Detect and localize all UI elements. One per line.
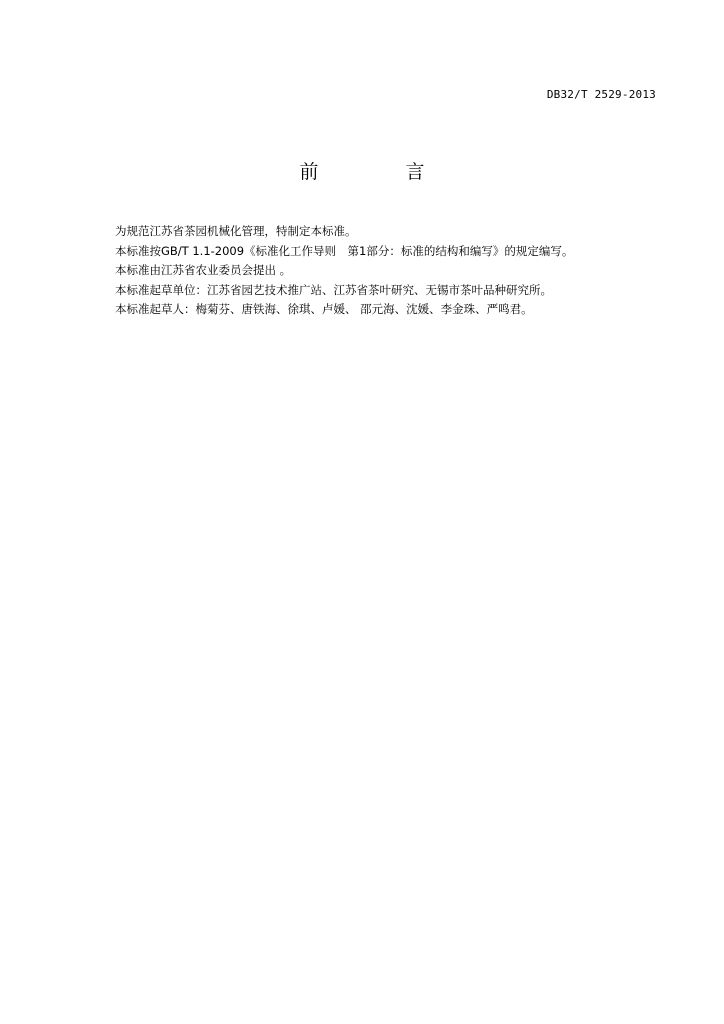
paragraph-drafting-rules: 本标准按GB/T 1.1-2009《标准化工作导则 第1部分：标准的结构和编写》的规定编写。 — [115, 243, 574, 258]
standard-code: DB32/T 2529-2013 — [546, 88, 656, 101]
paragraph-proposer: 本标准由江苏省农业委员会提出 。 — [115, 263, 292, 277]
paragraph-purpose: 为规范江苏省茶园机械化管理，特制定本标准。 — [115, 224, 357, 238]
foreword-body — [115, 222, 675, 320]
paragraph-drafters: 本标准起草人：梅菊芬、唐铁海、徐琪、卢媛、 邵元海、沈媛、李金珠、严鸣君。 — [115, 302, 533, 316]
page-title: 前 言 — [299, 161, 459, 183]
paragraph-drafting-units: 本标准起草单位：江苏省园艺技术推广站、江苏省茶叶研究、无锡市茶叶品种研究所。 — [115, 282, 552, 297]
